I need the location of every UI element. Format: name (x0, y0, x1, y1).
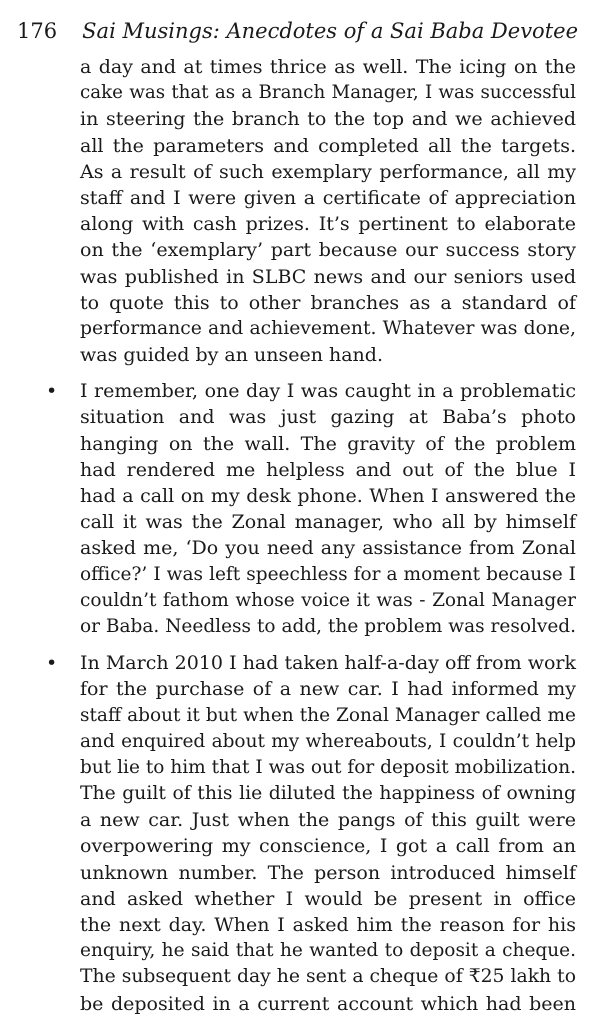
bullet-icon: • (46, 380, 58, 403)
text-line: call it was the Zonal manager, who all by himself (80, 511, 576, 534)
text-line: the next day. When I asked him the reason for his (80, 914, 576, 936)
text-line: staff and I were given a certificate of appreciation (80, 186, 576, 209)
text-line: or Baba. Needless to add, the problem was resolved. (80, 615, 576, 637)
text-line: be deposited in a current account which had been (80, 992, 576, 1015)
text-line: overpowering my conscience, I got a call from an (80, 835, 576, 858)
text-line: all the parameters and completed all the targets. (80, 134, 576, 157)
text-line: couldn’t fathom whose voice it was - Zonal Manager (80, 589, 576, 611)
text-line: I remember, one day I was caught in a problematic (80, 380, 576, 403)
text-line: in steering the branch to the top and we achieved (80, 108, 576, 131)
paragraph-continuation (80, 54, 576, 368)
text-line: The subsequent day he sent a cheque of ₹25 lakh to (80, 966, 576, 988)
text-line: and asked whether I would be present in office (80, 887, 576, 910)
text-line: a new car. Just when the pangs of this guilt were (80, 809, 576, 832)
text-line: staff about it but when the Zonal Manager called me (80, 704, 576, 726)
text-line: In March 2010 I had taken half-a-day off from work (80, 652, 576, 675)
bullet-paragraph (46, 650, 576, 1017)
text-line: hanging on the wall. The gravity of the problem (80, 432, 576, 455)
text-line: and enquired about my whereabouts, I couldn’t help (80, 730, 576, 752)
text-line: a day and at times thrice as well. The icing on the (80, 56, 576, 78)
text-line: to quote this to other branches as a standard of (80, 291, 576, 314)
text-line: situation and was just gazing at Baba’s photo (80, 406, 576, 429)
text-line: office?’ I was left speechless for a moment because I (80, 563, 576, 585)
page-body (0, 54, 600, 1017)
text-line: was published in SLBC news and our seniors used (80, 265, 576, 288)
text-line: on the ‘exemplary’ part because our success story (80, 239, 576, 262)
text-line: had rendered me helpless and out of the blue I (80, 458, 576, 481)
page-number: 176 (17, 19, 58, 43)
text-line: unknown number. The person introduced himself (80, 861, 576, 884)
text-line: cake was that as a Branch Manager, I was successful (80, 82, 576, 104)
text-line: asked me, ‘Do you need any assistance from Zonal (80, 537, 576, 560)
text-line: along with cash prizes. It’s pertinent to elaborate (80, 213, 576, 236)
text-line: was guided by an unseen hand. (80, 344, 383, 367)
bullet-icon: • (46, 652, 58, 675)
running-title: Sai Musings: Anecdotes of a Sai Baba Devotee (82, 19, 578, 43)
text-line: The guilt of this lie diluted the happiness of owning (80, 783, 576, 805)
text-line: for the purchase of a new car. I had informed my (80, 678, 576, 701)
text-line: but lie to him that I was out for deposit mobilization. (80, 756, 576, 778)
page-header (0, 14, 600, 48)
bullet-paragraph (46, 378, 576, 640)
text-line: had a call on my desk phone. When I answered the (80, 485, 576, 507)
text-line: performance and achievement. Whatever was done, (80, 317, 576, 339)
text-line: enquiry, he said that he wanted to deposit a cheque. (80, 940, 576, 962)
text-line: As a result of such exemplary performance, all my (80, 160, 576, 183)
